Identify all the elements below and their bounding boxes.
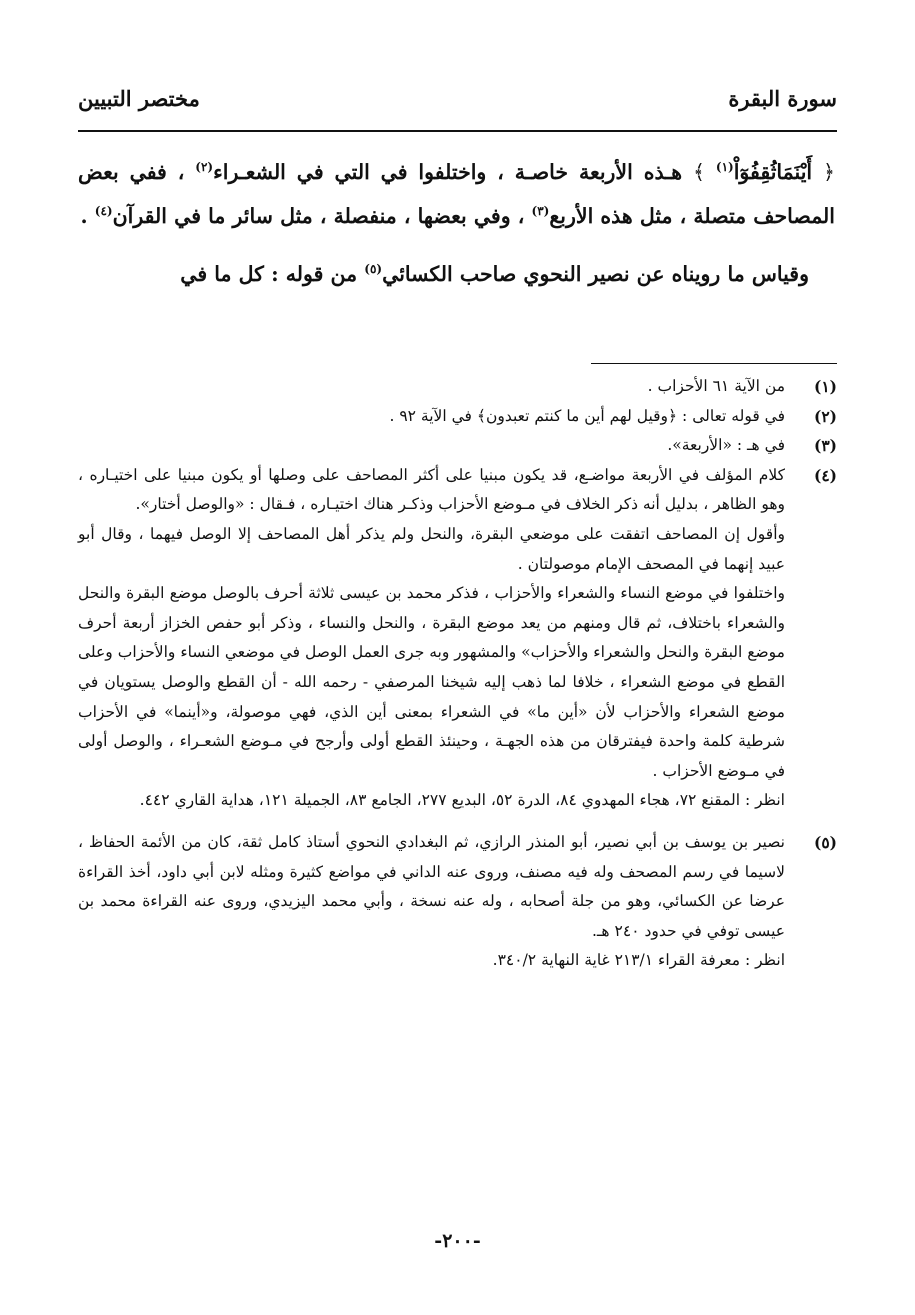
main-text-segment: وقياس ما رويناه عن نصير النحوي صاحب الكسائي bbox=[382, 262, 809, 286]
main-text-segment: ، وفي بعضها ، منفصلة ، مثل سائر ما في القرآن bbox=[112, 204, 525, 228]
footnote-2 bbox=[78, 402, 837, 432]
footnote-text: من الآية ٦١ الأحزاب . bbox=[647, 377, 785, 395]
footnote-5 bbox=[78, 828, 837, 976]
page-number: -٢٠٠- bbox=[434, 1230, 481, 1252]
footnote-4 bbox=[78, 461, 837, 816]
main-text-segment: من قوله : كل ما في bbox=[180, 262, 358, 286]
footnote-ref-2[interactable]: (٢) bbox=[195, 160, 214, 175]
footnote-references: انظر : معرفة القراء ٢١٣/١ غاية النهاية ٣٤٠/٢. bbox=[492, 951, 785, 970]
header-rule bbox=[78, 130, 837, 132]
main-text bbox=[78, 150, 835, 296]
footnote-number: (٢) bbox=[813, 406, 837, 426]
footnote-3 bbox=[78, 431, 837, 461]
footnote-number: (٣) bbox=[813, 436, 837, 456]
main-text-segment: ، ففي بعض المصاحف متصلة ، مثل هذه الأربع bbox=[78, 160, 835, 228]
main-paragraph-2 bbox=[78, 252, 835, 296]
footnote-number: (٤) bbox=[813, 465, 837, 485]
footnote-1 bbox=[78, 372, 837, 402]
footnote-ref-3[interactable]: (٣) bbox=[531, 204, 550, 219]
main-paragraph-1 bbox=[78, 150, 835, 238]
quran-close-bracket: ﴾ bbox=[692, 160, 705, 184]
footnote-ref-5[interactable]: (٥) bbox=[364, 262, 383, 277]
footnote-number: (١) bbox=[813, 377, 837, 396]
book-title: مختصر التبيين bbox=[78, 86, 200, 111]
quran-open-bracket: ﴿ bbox=[823, 160, 836, 184]
main-text-segment: هـذه الأربعة خاصـة ، واختلفوا في التي في الشعـراء bbox=[213, 160, 683, 184]
footnote-references: انظر : المقنع ٧٢، هجاء المهدوي ٨٤، الدرة ٥٢، البديع ٢٧٧، الجامع ٨٣، الجميلة ١٢١، هداية القاري ٤٤٢. bbox=[139, 791, 785, 810]
footnote-separator bbox=[591, 363, 837, 364]
main-text-segment: . bbox=[80, 204, 88, 228]
footnote-text: في هـ : «الأربعة». bbox=[667, 436, 785, 455]
footnote-text: واختلفوا في موضع النساء والشعراء والأحزاب ، فذكر محمد بن عيسى ثلاثة أحرف بالوصل موضع البقرة والنحل والشعراء باختلاف، ثم قال ومنهم من يعد موضع البقرة ، والنحل والنساء ، وذكر أبو حفص الخزاز أربعة أحرف موضع البقرة والنحل والشعراء والأحزاب» والمشهور وبه جرى العمل الوصل في موضعي النساء والأحزاب وعلى القطع في موضع الشعراء ، خلافا لما ذهب إليه شيخنا المرصفي - رحمه الله - أن القطع والوصل يستويان في موضع الشعراء والأحزاب لأن «أين ما» في الشعراء بمعنى أين الذي، فهي موصولة، و«أينما» في الأحزاب شرطية كلمة واحدة فيفترقان من هذه الجهـة ، وحينئذ القطع أولى وأرجح في مـوضع الشعـراء ، والوصل أولى في مـوضع الأحزاب . bbox=[78, 584, 785, 780]
footnote-text: نصير بن يوسف بن أبي نصير، أبو المنذر الرازي، ثم البغدادي النحوي أستاذ كامل ثقة، كان من الأئمة الحفاظ ، لاسيما في رسم المصحف وله فيه مصنف، وروى عنه الداني في مواضع كثيرة ومثله لابن أبي داود، أخذ القراءة عرضا عن الكسائي، وهو من جلة أصحابه ، وله عنه نسخة ، وأبي محمد اليزيدي، وروى عنه القراءة محمد بن عيسى توفي في حدود ٢٤٠ هـ. bbox=[78, 832, 785, 940]
footnote-ref-1[interactable]: (١) bbox=[715, 160, 734, 175]
footnote-text: كلام المؤلف في الأربعة مواضـع، قد يكون مبنيا على أكثر المصاحف على وصلها أو يكون مبنيا على اختيـاره ، وهو الظاهر ، بدليل أنه ذكر الخلاف في مـوضع الأحزاب وذكـر هناك اختيـاره ، فـقال : «والوصل أختار». bbox=[78, 465, 785, 514]
running-header bbox=[78, 86, 837, 122]
footnote-text: في قوله تعالى : ﴿وقيل لهم أين ما كنتم تعبدون﴾ في الآية ٩٢ . bbox=[389, 406, 785, 425]
surah-title: سورة البقرة bbox=[728, 86, 837, 111]
footnote-text: وأقول إن المصاحف اتفقت على موضعي البقرة، والنحل ولم يذكر أهل المصاحف إلا الوصل فيهما ، وقال أبو عبيد إنهما في المصحف الإمام موصولتان . bbox=[78, 524, 785, 573]
quran-word: أَيْنَمَاثُقِفُوٓاْ bbox=[733, 160, 813, 184]
footnote-ref-4[interactable]: (٤) bbox=[94, 204, 113, 219]
footnotes bbox=[78, 372, 837, 976]
footnote-number: (٥) bbox=[813, 832, 837, 852]
